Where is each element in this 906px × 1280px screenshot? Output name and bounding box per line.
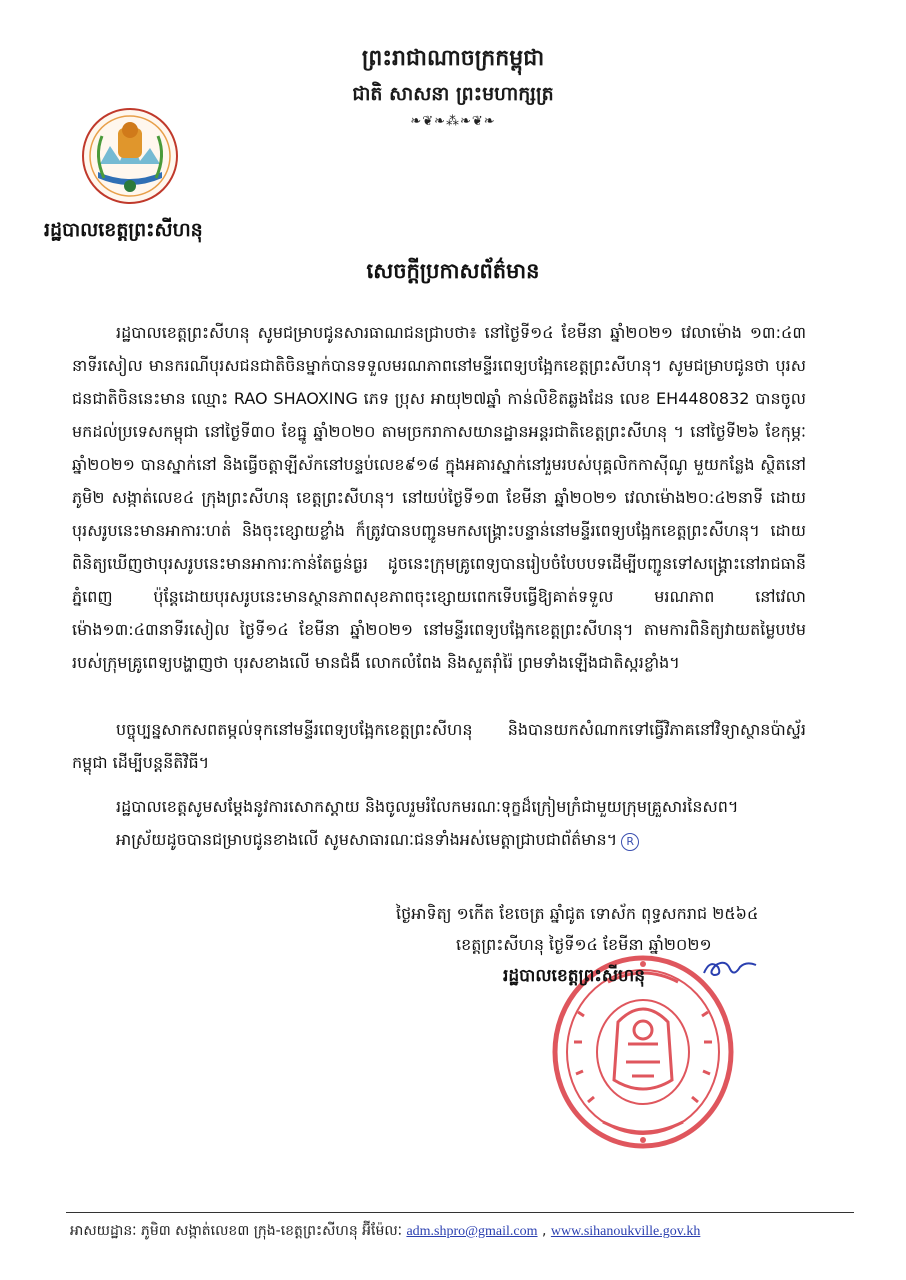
email-link[interactable]: adm.shpro@gmail.com bbox=[406, 1224, 538, 1239]
header-ornament: ❧❦❧⁂❧❦❧ bbox=[410, 114, 496, 129]
footer-divider bbox=[66, 1212, 854, 1213]
national-motto: ជាតិ សាសនា ព្រះមហាក្សត្រ bbox=[352, 83, 554, 105]
body-paragraph: រដ្ឋបាលខេត្តព្រះសីហនុ សូមជម្រាបជូនសារធាណជនជ្រាបថា៖ នៅថ្ងៃទី១៤ ខែមីនា ឆ្នាំ២០២១ វេលាម៉ោង ១៣:៤៣ នាទីរសៀល មានករណីបុរសជនជាតិចិនម្នាក់បានទទួលមរណភាពនៅមន្ទីរពេទ្យបង្អែកខេត្តព្រះសីហនុ។ សូមជម្រាបជូនថា បុរសជនជាតិចិននេះមាន ឈ្មោះ RAO SHAOXING ភេទ ប្រុស អាយុ២៧ឆ្នាំ កាន់លិខិតឆ្លងដែន លេខ EH4480832 បានចូលមកដល់ប្រទេសកម្ពុជា នៅថ្ងៃទី៣០ ខែធ្នូ ឆ្នាំ២០២០ តាមច្រករាកាសយានដ្ឋានអន្តរជាតិខេត្តព្រះសីហនុ ។ នៅថ្ងៃទី២៦ ខែកុម្ភៈ ឆ្នាំ២០២១ បានស្នាក់នៅ និងធ្វើចត្តាឡីស័កនៅបន្ទប់លេខ៩១៨ ក្នុងអគារស្នាក់នៅរួមរបស់បុគ្គលិកកាស៊ីណូ មួយកន្លែង ស្ថិតនៅភូមិ២ សង្កាត់លេខ៤ ក្រុងព្រះសីហនុ ខេត្តព្រះសីហនុ។ នៅយប់ថ្ងៃទី១៣ ខែមីនា ឆ្នាំ២០២១ វេលាម៉ោង២០:៤២នាទី ដោយបុរសរូបនេះមានអាការៈហត់ និងចុះខ្សោយខ្លាំង ក៏ត្រូវបានបញ្ជូនមកសង្គ្រោះបន្ទាន់នៅមន្ទីរពេទ្យបង្អែកខេត្តព្រះសីហនុ។ ដោយពិនិត្យឃើញថាបុរសរូបនេះមានអាការៈកាន់តែធ្ងន់ធ្ងរ ដូចនេះក្រុមគ្រូពេទ្យបានរៀបចំបែបបទដើម្បីបញ្ជូនទៅសង្គ្រោះនៅរាជធានីភ្នំពេញ ប៉ុន្តែដោយបុរសរូបនេះមានស្ថានភាពសុខភាពចុះខ្សោយពេកទើបធ្វើឱ្យគាត់ទទួល មរណភាព នៅវេលាម៉ោង១៣:៤៣នាទីរសៀល ថ្ងៃទី១៤ ខែមីនា ឆ្នាំ២០២១ នៅមន្ទីរពេទ្យបង្អែកខេត្តព្រះសីហនុ។ តាមការពិនិត្យវាយតម្លៃបឋមរបស់ក្រុមគ្រូពេទ្យបង្ហាញថា បុរសខាងលើ មានជំងឺ លោកលំពែង និងសួតរ៉ាំរ៉ៃ ព្រមទាំងឡើងជាតិស្ករខ្លាំង។ bbox=[72, 323, 806, 672]
body-paragraph: រដ្ឋបាលខេត្តសូមសម្តែងនូវការសោកស្តាយ និងចូលរួមរំលែកមរណៈទុក្ខដ៏ក្រៀមក្រំជាមួយក្រុមគ្រួសារនៃសព។ bbox=[116, 797, 739, 816]
provincial-logo bbox=[80, 106, 180, 206]
kingdom-title: ព្រះរាជាណាចក្រកម្ពុជា bbox=[361, 45, 545, 71]
body-paragraph: បច្ចុប្បន្នសាកសពតម្កល់ទុកនៅមន្ទីរពេទ្យបង្អែកខេត្តព្រះសីហនុ និងបានយកសំណាកទៅធ្វើវិភាគនៅវិទ្យាស្ថានប៉ាស្ទ័រកម្ពុជា ដើម្បីបន្តនីតិវិធី។ bbox=[72, 720, 806, 772]
solar-date: ខេត្តព្រះសីហនុ ថ្ងៃទី១៤ ខែមីនា ឆ្នាំ២០២១ bbox=[456, 935, 712, 954]
document-title: សេចក្តីប្រកាសព័ត៌មាន bbox=[366, 258, 540, 283]
issuer-name: រដ្ឋបាលខេត្តព្រះសីហនុ bbox=[44, 219, 203, 241]
closing-text: អាស្រ័យដូចបានជម្រាបជូនខាងលើ សូមសាធារណៈជនទាំងអស់មេត្តាជ្រាបជាព័ត៌មាន។ bbox=[116, 830, 618, 849]
closing-paragraph bbox=[72, 823, 806, 856]
initial-mark-icon: R bbox=[621, 833, 639, 851]
website-link[interactable]: www.sihanoukville.gov.kh bbox=[550, 1224, 701, 1239]
footer-address: អាសយដ្ឋានៈ ភូមិ៣ សង្កាត់លេខ៣ ក្រុង-ខេត្តព្រះសីហនុ អ៊ីម៉ែលៈ bbox=[70, 1223, 402, 1239]
lunar-date: ថ្ងៃអាទិត្យ ១កើត ខែចេត្រ ឆ្នាំជូត ទោស័ក ពុទ្ធសករាជ ២៥៦៤ bbox=[396, 904, 759, 923]
footer-contact bbox=[70, 1221, 700, 1242]
footer-separator: , bbox=[537, 1223, 551, 1239]
signer-name: រដ្ឋបាលខេត្តព្រះសីហនុ bbox=[503, 966, 646, 986]
signature bbox=[700, 955, 760, 981]
